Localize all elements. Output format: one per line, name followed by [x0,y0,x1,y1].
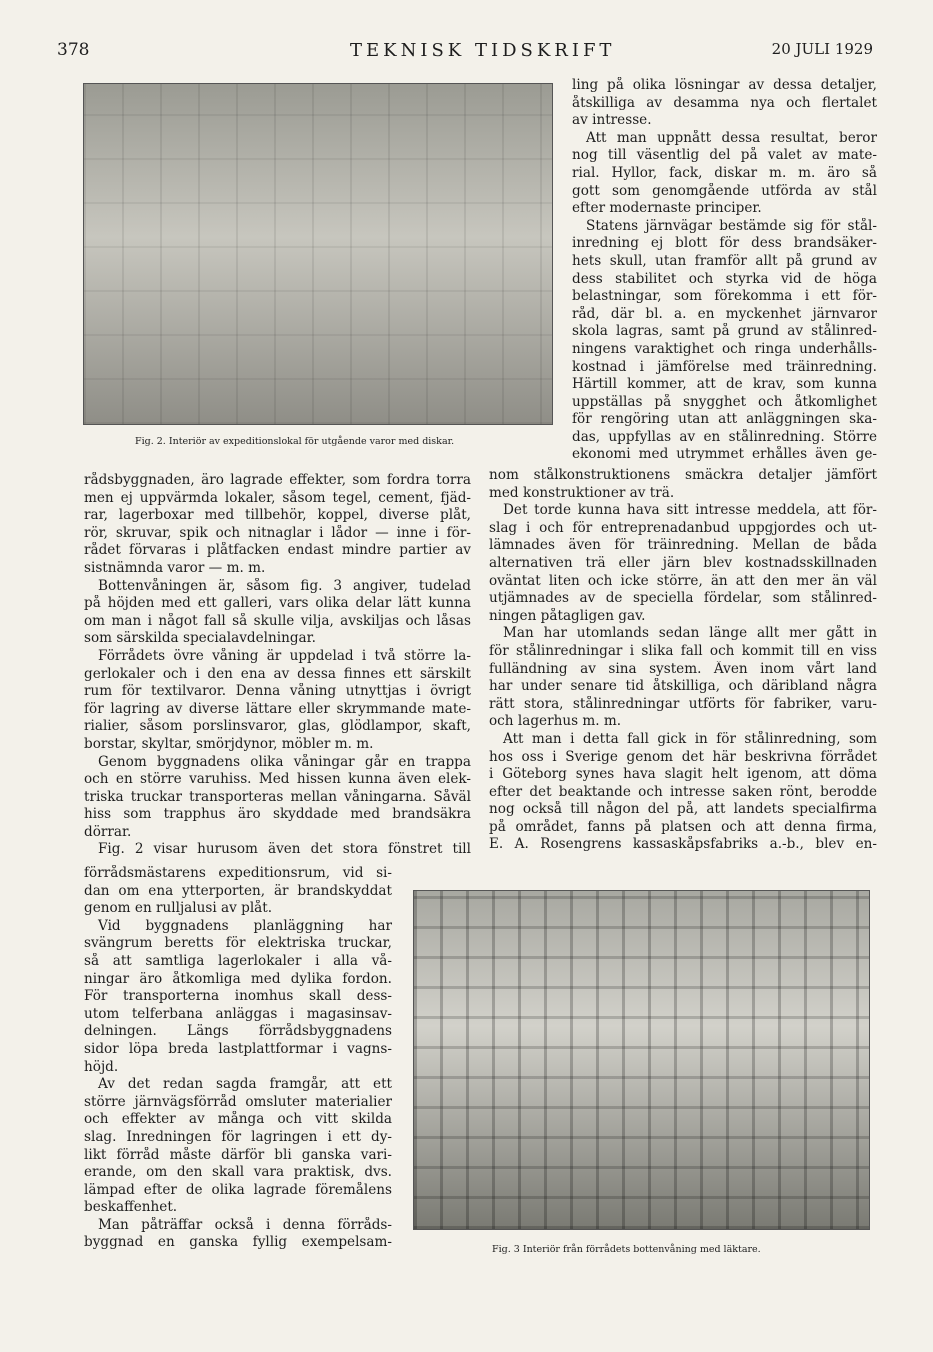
text-line: Statens järnvägar bestämde sig för stål- [586,217,877,234]
text-line: utjämnades av de speciella fördelar, som stålinred- [489,590,877,607]
text-line: oväntat liten och icke större, än att den mer än väl [489,572,877,589]
text-line: för lagring av diverse lättare eller skrymmande mate- [84,700,471,717]
text-line: hets skull, utan framför allt på grund av [572,252,877,269]
text-line: höjd. [84,1058,119,1075]
text-line: nog också till någon del på, att landets specialfirma [489,801,877,818]
fig3-caption: Fig. 3 Interiör från förrådets bottenvåning med läktare. [492,1244,761,1255]
text-line: sistnämnda varor — m. m. [84,559,266,576]
text-line: borstar, skyltar, smörjdynor, möbler m. m. [84,735,374,752]
text-line: Vid byggnadens planläggning har [98,917,392,934]
text-line: och effekter av många och vitt skilda [84,1111,392,1128]
text-line: uppställas på snygghet och åtkomlighet [572,393,877,410]
fig2-caption: Fig. 2. Interiör av expeditionslokal för utgående varor med diskar. [135,436,455,447]
text-line: hiss som trapphus äro skyddade med brandsäkra [84,806,471,823]
text-line: med konstruktioner av trä. [489,484,675,501]
text-line: das, uppfyllas av en stålinredning. Större [572,428,877,445]
text-line: lämpad efter de olika lagrade föremålens [84,1181,392,1198]
text-line: Att man uppnått dessa resultat, beror [586,129,877,146]
text-line: slag. Inredningen för lagringen i ett dy- [84,1128,392,1145]
text-line: efter modernaste principer. [572,200,762,217]
journal-title: TEKNISK TIDSKRIFT [350,40,616,61]
text-line: Förrådets övre våning är uppdelad i två större la- [98,647,471,664]
text-line: rör, skruvar, spik och nitnaglar i lådor — inne i för- [84,524,471,541]
text-line: gerlokaler och i den ena av dessa finnes ett särskilt [84,665,471,682]
text-line: ningens varaktighet och ringa underhålls- [572,340,877,357]
text-line: byggnad en ganska fyllig exempelsam- [84,1234,392,1251]
text-line: rådet förvaras i plåtfacken endast mindre partier av [84,542,471,559]
text-line: rial. Hyllor, fack, diskar m. m. äro så [572,164,877,181]
text-line: i Göteborg synes hava slagit helt igenom, att döma [489,766,877,783]
text-line: Fig. 2 visar hurusom även det stora fönstret till [98,841,471,858]
text-line: dess stabilitet och styrka vid de höga [572,270,877,287]
text-line: rum för textilvaror. Denna våning utnyttjas i övrigt [84,683,471,700]
text-line: har under senare tid åtskilliga, och däribland några [489,678,877,695]
text-line: på området, fanns på platsen och att denna firma, [489,818,877,835]
text-line: större järnvägsförråd omsluter materialier [84,1093,392,1110]
text-line: triska truckar transporteras mellan våningarna. Såväl [84,788,471,805]
text-line: åtskilliga av desamma nya och flertalet [572,94,877,111]
text-line: utom telferbana anläggas i magasinsav- [84,1005,392,1022]
text-line: dörrar. [84,823,132,840]
text-line: Man har utomlands sedan länge allt mer gått in [503,625,877,642]
text-line: Att man i detta fall gick in för stålinredning, som [503,730,877,747]
right-column-bottom [489,467,877,854]
text-line: kostnad i jämförelse med träinredning. [572,358,877,375]
left-column-bottom [84,865,392,1252]
text-line: som särskilda specialavdelningar. [84,630,316,647]
text-line: Det torde kunna hava sitt intresse meddela, att för- [503,502,877,519]
text-line: rialier, såsom porslinsvaror, glas, glödlampor, skaft, [84,718,471,735]
text-line: rar, lagerboxar med tillbehör, koppel, diverse plåt, [84,507,471,524]
page-number: 378 [57,40,90,60]
text-line: så att samtliga lagerlokaler i alla vå- [84,952,392,969]
text-line: lämnades även för träinredning. Mellan de båda [489,537,877,554]
text-line: ningar äro åtkomliga med dylika fordon. [84,970,392,987]
text-line: svängrum beretts för elektriska truckar, [84,935,392,952]
text-line: inredning ej blott för dess brandsäker- [572,235,877,252]
text-line: beskaffenhet. [84,1199,178,1216]
right-column-top [572,77,877,464]
text-line: gott som genomgående utförda av stål [572,182,877,199]
text-line: av intresse. [572,112,652,129]
text-line: rätt stora, stålinredningar utförts för fabriker, varu- [489,695,877,712]
text-line: fulländning av sina system. Även inom vårt land [489,660,877,677]
text-line: belastningar, som förekomma i ett för- [572,288,877,305]
text-line: Man påträffar också i denna förråds- [98,1216,392,1233]
text-line: alternativen trä eller järn blev kostnadsskillnaden [489,554,877,571]
text-line: E. A. Rosengrens kassaskåpsfabriks a.-b., blev en- [489,836,877,853]
text-line: ekonomi med utrymmet erhålles även ge- [572,446,877,463]
text-line: på höjden med ett galleri, vars olika delar lätt kunna [84,595,471,612]
text-line: råd, där bl. a. en myckenhet järnvaror [572,305,877,322]
text-line: och en större varuhiss. Med hissen kunna även elek- [84,771,471,788]
text-line: och lagerhus m. m. [489,713,622,730]
text-line: men ej uppvärmda lokaler, såsom tegel, cement, fjäd- [84,489,471,506]
text-line: Genom byggnadens olika våningar går en trappa [98,753,471,770]
text-line: skola lagras, samt på grund av stålinred- [572,323,877,340]
text-line: dan om ena ytterporten, är brandskyddat [84,882,392,899]
text-line: för rengöring utan att anläggningen ska- [572,411,877,428]
text-line: För transporterna inomhus skall dess- [84,988,392,1005]
text-line: ningen påtagligen gav. [489,607,646,624]
fig2-photo [83,83,553,425]
text-line: genom en rulljalusi av plåt. [84,900,273,917]
text-line: Härtill kommer, att de krav, som kunna [572,376,877,393]
text-line: Av det redan sagda framgår, att ett [98,1076,392,1093]
text-line: om man i något fall så skulle vilja, avskiljas och låsas [84,612,471,629]
text-line: rådsbyggnaden, äro lagrade effekter, som fordra torra [84,472,471,488]
text-line: ling på olika lösningar av dessa detaljer, [572,77,877,93]
text-line: slag i och för entreprenadanbud uppgjordes och ut- [489,519,877,536]
text-line: nog till väsentlig del på valet av mate- [572,147,877,164]
text-line: efter det beaktande och intresse saken rönt, berodde [489,783,877,800]
fig3-photo [413,890,870,1230]
text-line: nom stålkonstruktionens smäckra detaljer jämfört [489,467,877,483]
text-line: sidor löpa breda lastplattformar i vagns- [84,1040,392,1057]
issue-date: 20 JULI 1929 [771,40,873,58]
text-line: hos oss i Sverige genom det här beskrivna förrådet [489,748,877,765]
text-line: Bottenvåningen är, såsom fig. 3 angiver, tudelad [98,577,471,594]
text-line: förrådsmästarens expeditionsrum, vid si- [84,865,392,881]
text-line: delningen. Längs förrådsbyggnadens [84,1023,392,1040]
left-column-top [84,472,471,859]
text-line: likt förråd måste därför bli ganska vari- [84,1146,392,1163]
text-line: för stålinredningar i slika fall och kommit till en viss [489,642,877,659]
text-line: erande, om den skall vara praktisk, dvs. [84,1164,392,1181]
